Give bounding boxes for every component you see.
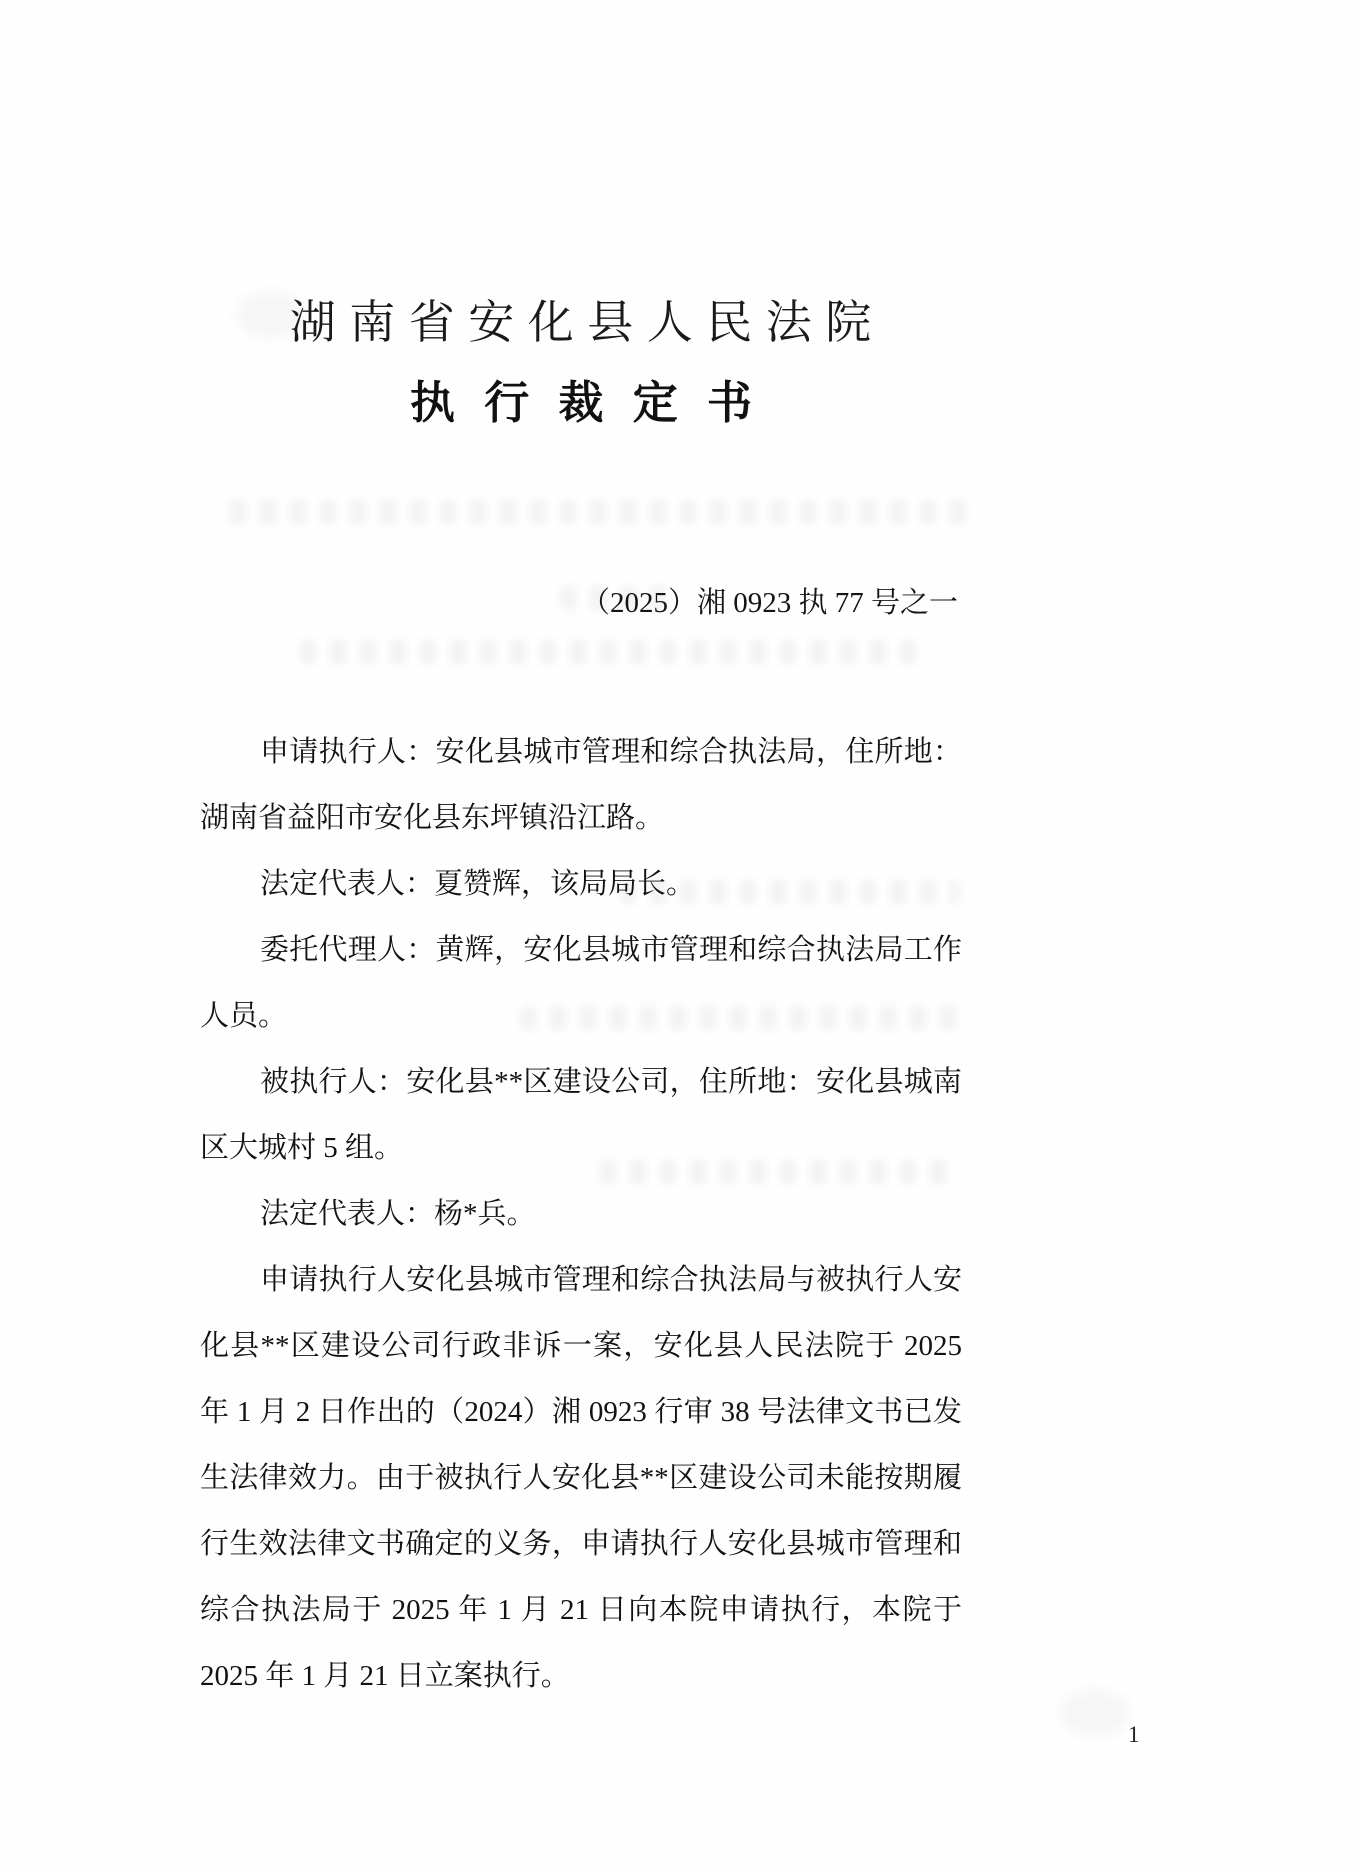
- document-content: [200, 0, 962, 1709]
- case-number: （2025）湘 0923 执 77 号之一: [580, 587, 958, 619]
- paragraph-respondent-legal-representative: 法定代表人：杨*兵。: [260, 1198, 536, 1230]
- paragraph-applicant-legal-representative: 法定代表人：夏赞辉，该局局长。: [260, 868, 696, 900]
- paragraph-case-history: 申请执行人安化县城市管理和综合执法局与被执行人安化县**区建设公司行政非诉一案，安化县人民法院于 2025 年 1 月 2 日作出的（2024）湘 0923 行审 38 号法律文书已发生法律效力。由于被执行人安化县**区建设公司未能按期履行生效法律文书确定的义务，申请执行人安化县城市管理和综合执法局于 2025 年 1 月 21 日向本院申请执行，本院于 2025 年 1 月 21 日立案执行。: [200, 1264, 962, 1692]
- document-header: [200, 0, 962, 431]
- paragraph-entrusted-agent: 委托代理人：黄辉，安化县城市管理和综合执法局工作人员。: [200, 934, 962, 1032]
- scanner-noise-artifact: [1060, 1690, 1130, 1736]
- document-type-title: 执 行 裁 定 书: [409, 378, 752, 428]
- page-number: 1: [1128, 1722, 1140, 1747]
- document-body: [200, 719, 962, 1709]
- paragraph-respondent: 被执行人：安化县**区建设公司，住所地：安化县城南区大城村 5 组。: [200, 1066, 962, 1164]
- court-name-title: 湖 南 省 安 化 县 人 民 法 院: [289, 297, 873, 348]
- paragraph-applicant: 申请执行人：安化县城市管理和综合执法局，住所地：湖南省益阳市安化县东坪镇沿江路。: [200, 736, 962, 834]
